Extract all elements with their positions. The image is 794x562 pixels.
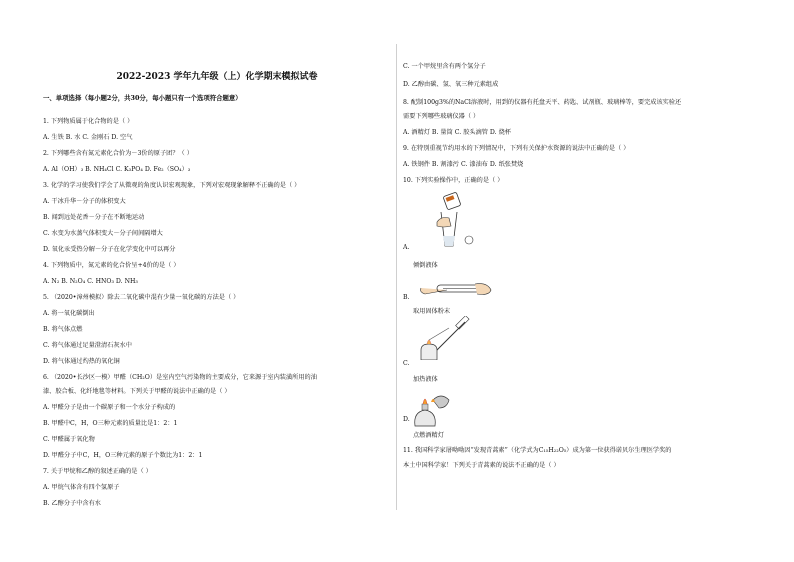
option-line: B. 乙醇分子中含有水 (43, 500, 101, 507)
figure-caption: 取用固体粉末 (413, 308, 451, 315)
question-line: 11. 我国科学家屠呦呦因“发现青蒿素”（化学式为C₁₅H₂₂O₅）成为第一位获得诺贝尔生理医学奖的 (403, 447, 672, 454)
option-line: A. 甲烷气体含有四个氢原子 (43, 484, 120, 491)
page-title: 2022-2023 学年九年级（上）化学期末模拟试卷 (116, 72, 318, 82)
figure-caption: 倾倒液体 (413, 262, 438, 269)
figure-powder (417, 278, 497, 302)
question-line: 1. 下列物质属于化合物的是（ ） (43, 118, 134, 125)
figure-caption: 加热液体 (413, 376, 438, 383)
question-line: 10. 下列实验操作中，正确的是（ ） (403, 177, 504, 184)
option-line: B. 将气体点燃 (43, 326, 83, 333)
question-line: 5. （2020•漳州模拟）除去二氧化碳中混有少量一氧化碳的方法是（ ） (43, 294, 240, 301)
pouring-liquid-icon (431, 192, 479, 248)
option-line: C. 水变为水蒸气体积变大－分子间间隔增大 (43, 230, 163, 237)
option-line: A. 酒精灯 B. 量筒 C. 胶头滴管 D. 烧杯 (403, 129, 511, 136)
question-line: 2. 下列哪些含有氮元素化合价为－3价的原子团？（ ） (43, 150, 193, 157)
figure-label: B. (403, 294, 410, 301)
figure-caption: 点燃酒精灯 (413, 432, 444, 439)
option-line: A. 铁钢件 B. 割漆污 C. 漆油布 D. 纸张焚烧 (403, 161, 524, 168)
option-line: D. 乙醇由碳、氢、氧三种元素组成 (403, 81, 499, 88)
option-line: A. Al（OH）₃ B. NH₄Cl C. K₃PO₄ D. Fe₂（SO₄）₃ (43, 166, 191, 173)
figure-heating (415, 316, 475, 360)
question-line: 本土中国科学家！下列关于青蒿素的说法不正确的是（ ） (403, 462, 560, 469)
question-line: 需要下列哪些玻璃仪器（ ） (403, 113, 480, 120)
figure-label: A. (403, 244, 410, 251)
question-line: 7. 关于甲烷和乙醇的叙述正确的是（ ） (43, 468, 152, 475)
option-line: D. 甲醛分子中C，H，O三种元素的原子个数比为1：2：1 (43, 452, 203, 459)
option-line: A. N₂ B. N₂O₄ C. HNO₃ D. NH₃ (43, 278, 138, 285)
option-line: B. 甲醛中C，H，O三种元素的质量比是1：2：1 (43, 420, 178, 427)
option-line: A. 甲醛分子是由一个碳原子和一个水分子构成的 (43, 404, 176, 411)
option-line: A. 将一氧化碳倒出 (43, 310, 95, 317)
option-line: B. 闻到远处花香－分子在不断地运动 (43, 214, 145, 221)
option-line: C. 甲醛属于氧化物 (43, 436, 95, 443)
heating-tube-icon (415, 316, 475, 360)
question-line: 8. 配制100g3%的NaCl溶液时，用到的仪器有托盘天平、药匙、试剂瓶、玻璃棒等，要完成该实验还 (403, 99, 682, 106)
option-line: C. 将气体通过足量澄清石灰水中 (43, 342, 132, 349)
option-line: D. 氧化汞受热分解－分子在化学变化中可以再分 (43, 246, 176, 253)
section-heading: 一、单项选择（每小题2分，共30分，每小题只有一个选项符合题意） (43, 94, 242, 102)
option-line: A. 生铁 B. 水 C. 金刚石 D. 空气 (43, 134, 133, 141)
alcohol-lamp-icon (409, 386, 453, 428)
option-line: D. 将气体通过灼热的氧化铜 (43, 358, 120, 365)
option-line: C. 一个甲烷里含有两个氢分子 (403, 63, 486, 70)
question-line: 3. 化学的学习使我们学会了从微观的角度认识宏观现象，下列对宏观现象解释不正确的是（ ） (43, 182, 301, 189)
test-tube-powder-icon (417, 278, 497, 302)
column-divider (396, 44, 397, 510)
figure-label: D. (403, 416, 410, 423)
figure-pouring-liquid (431, 192, 479, 248)
figure-alcohol-lamp (409, 386, 453, 428)
question-line: 4. 下列物质中，氮元素的化合价呈+4价的是（ ） (43, 262, 180, 269)
question-line: 6. （2020•长沙区一模）甲醛（CH₂O）是室内空气污染物的主要成分，它来源于室内装潢所用的油 (43, 374, 317, 381)
option-line: A. 干冰升华－分子的体积变大 (43, 198, 126, 205)
question-line: 漆、胶合板、化纤地毯等材料。下列关于甲醛的说法中正确的是（ ） (43, 388, 231, 395)
question-line: 9. 在特别重视节约用水的下列情况中，下列有关保护水资源的说法中正确的是（ ） (403, 145, 630, 152)
figure-label: C. (403, 360, 410, 367)
